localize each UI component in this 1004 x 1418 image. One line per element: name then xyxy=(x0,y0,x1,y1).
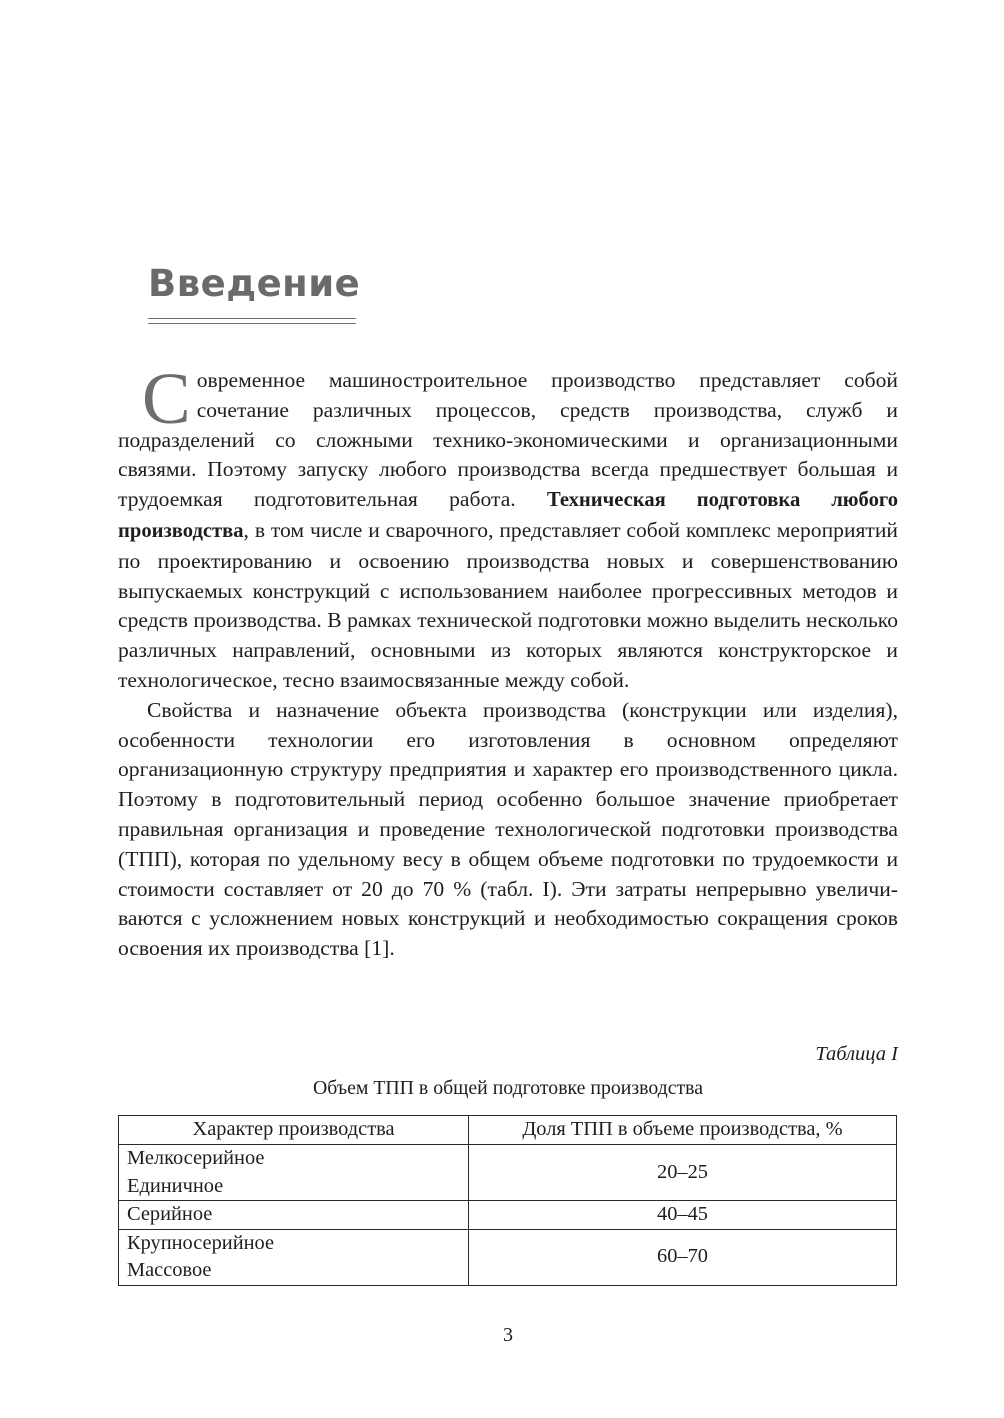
table-row xyxy=(119,1201,897,1230)
table-header-row xyxy=(119,1116,897,1145)
page-title: Введение xyxy=(148,262,361,305)
column-header-type: Характер производства xyxy=(119,1116,469,1145)
production-type: Массовое xyxy=(127,1259,212,1281)
production-type: Крупносерийное xyxy=(127,1231,275,1254)
production-table xyxy=(118,1115,897,1286)
share-cell: 20–25 xyxy=(469,1145,897,1201)
body-text xyxy=(118,358,898,964)
intro-paragraph xyxy=(118,358,898,696)
bold-term: Техническая подготовка любого производства xyxy=(118,489,898,542)
production-type-cell xyxy=(119,1201,469,1230)
column-header-share: Доля ТПП в объеме производства, % xyxy=(469,1116,897,1145)
drop-cap: С xyxy=(142,358,191,439)
table-caption: Объем ТПП в общей подготовке производства xyxy=(312,1077,704,1099)
production-type-cell xyxy=(119,1229,469,1285)
intro-text-end: , в том числе и сварочного, представляет собой комплекс мероприятий по проектированию и освоению производства новых и совершенствованию выпускаемых конструкций с использованием наиболее прогрессивных методов и средств производства. В рамках технической подготовки можно выделить несколько различных направлений, основными из которых являются конструкторское и технологическое, тесно взаимосвязанные между собой. xyxy=(118,517,898,692)
production-type: Мелкосерийное xyxy=(127,1147,265,1169)
table-label: Таблица I xyxy=(815,1043,898,1065)
production-type: Единичное xyxy=(127,1174,224,1197)
title-underline-second xyxy=(148,323,356,324)
production-type: Серийное xyxy=(127,1203,213,1225)
table-row xyxy=(119,1229,897,1285)
share-cell: 60–70 xyxy=(469,1229,897,1285)
intro-text-start: овременное машиностроительное производство представляет собой сочетание различных процессов, средств производства, служб и подразделений со сложными технико-экономическими и организационными связями. Поэтому запуску любого производства всегда предшествует большая и трудоемкая подготовительная работа. xyxy=(118,368,898,512)
share-cell: 40–45 xyxy=(469,1201,897,1230)
page-number: 3 xyxy=(503,1324,513,1346)
book-page xyxy=(118,0,898,1418)
title-underline xyxy=(148,318,356,319)
production-type-cell xyxy=(119,1145,469,1201)
table-row xyxy=(119,1145,897,1201)
second-paragraph: Свойства и назначение объекта производства (конструкции или изделия), особенности технологии его изготовления в основном определяют организационную структуру предприятия и характер его производственного цикла. Поэтому в подготовительный период особенно большое значение приобретает правильная организация и проведение технологической подготовки производства (ТПП), которая по удельному весу в общем объеме подготовки по трудоемкости и стоимости составляет от 20 до 70 % (табл. I). Эти затраты непрерывно увеличиваются с усложнением новых конструкций и необходимостью сокращения сроков освоения их производства [1]. xyxy=(118,697,898,961)
